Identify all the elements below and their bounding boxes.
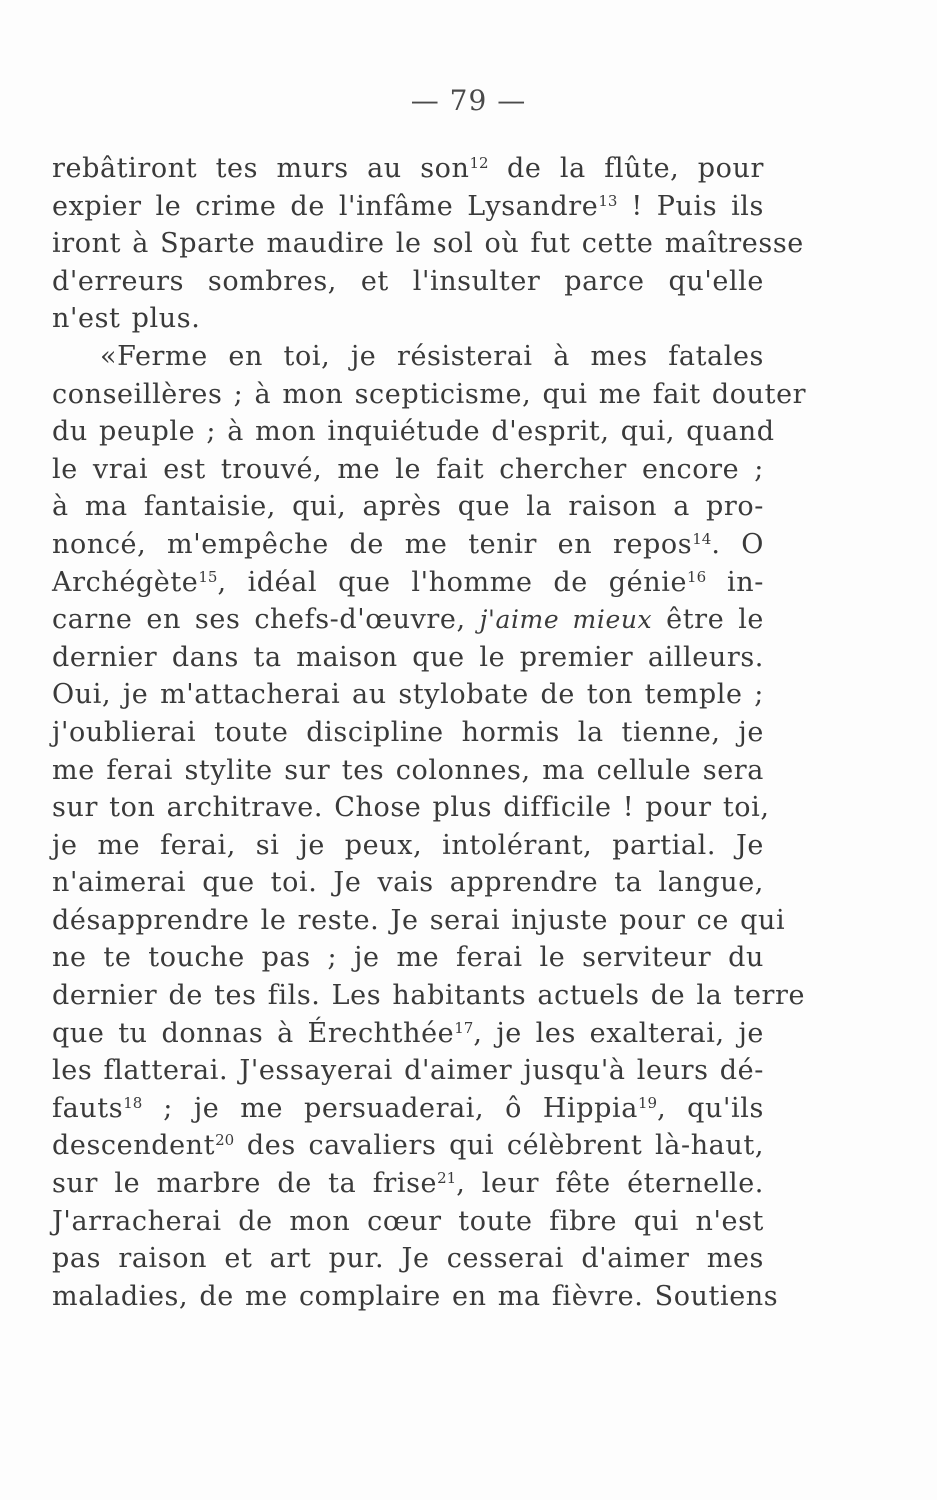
footnote-ref-15: 15 [198,567,218,586]
text-line-16: j'oublierai toute discipline hormis la tienne, je [52,716,764,748]
italic-phrase: j'aime mieux [479,605,653,635]
text-line-26: fauts$^{18}$ ; je me persuaderai, ô Hippia$^{19}$, qu'ils [52,1092,764,1124]
footnote-ref-12: 12 [469,154,489,172]
text-line-5: n'est plus. [52,303,201,335]
footnote-ref-19: 19 [637,1093,658,1112]
text-line-22: ne te touche pas ; je me ferai le serviteur du [52,942,764,974]
text-line-15: Oui, je m'attacherai au stylobate de ton temple ; [52,679,764,711]
footnote-ref-17: 17 [454,1018,474,1037]
footnote-ref-13: 13 [598,191,618,210]
text-line-31: maladies, de me complaire en ma fièvre. Soutiens [52,1280,779,1312]
text-line-13: carne en ses chefs-d'œuvre, j'aime mieux être le [52,604,765,636]
text-line-1: rebâtiront tes murs au son$^{12}$ de la flûte, pour [52,153,764,184]
footnote-ref-21: 21 [437,1169,457,1188]
text-line-8: du peuple ; à mon inquiétude d'esprit, qui, quand [52,416,775,448]
text-line-28: sur le marbre de ta frise$^{21}$, leur fête éternelle. [52,1168,764,1200]
page-number: — 79 — [410,84,527,117]
text-line-29: J'arracherai de mon cœur toute fibre qui n'est [52,1205,764,1237]
text-line-14: dernier dans ta maison que le premier ailleurs. [52,641,764,673]
footnote-ref-18: 18 [123,1093,143,1112]
text-line-21: désapprendre le reste. Je serai injuste pour ce qui [52,904,786,936]
text-line-6: «Ferme en toi, je résisterai à mes fatales [100,340,764,372]
text-line-7: conseillères ; à mon scepticisme, qui me fait douter [52,378,807,410]
text-line-17: me ferai stylite sur tes colonnes, ma cellule sera [52,754,764,786]
text-line-18: sur ton architrave. Chose plus difficile ! pour toi, [52,792,770,824]
footnote-ref-20: 20 [215,1131,235,1150]
footnote-ref-14: 14 [692,529,712,548]
text-line-10: à ma fantaisie, qui, après que la raison a pro- [52,491,764,523]
text-line-19: je me ferai, si je peux, intolérant, partial. Je [52,829,764,861]
text-line-12: Archégète$^{15}$, idéal que l'homme de génie$^{16}$ in- [52,566,764,598]
text-line-3: iront à Sparte maudire le sol où fut cette maîtresse [52,228,804,260]
text-line-11: noncé, m'empêche de me tenir en repos$^{14}$. O [52,528,764,560]
text-line-30: pas raison et art pur. Je cesserai d'aimer mes [52,1243,764,1275]
text-line-9: le vrai est trouvé, me le fait chercher encore ; [52,453,764,485]
footnote-ref-16: 16 [687,567,707,586]
text-line-25: les flatterai. J'essayerai d'aimer jusqu'à leurs dé- [52,1055,764,1087]
text-line-20: n'aimerai que toi. Je vais apprendre ta langue, [52,867,764,899]
text-line-2: expier le crime de l'infâme Lysandre$^{13}$ ! Puis ils [52,190,764,222]
text-line-27: descendent$^{20}$ des cavaliers qui célèbrent là-haut, [52,1130,764,1162]
body-text [52,150,807,1315]
text-line-24: que tu donnas à Érechthée$^{17}$, je les exalterai, je [52,1017,764,1049]
text-line-23: dernier de tes fils. Les habitants actuels de la terre [52,980,806,1012]
text-line-4: d'erreurs sombres, et l'insulter parce qu'elle [52,265,764,297]
